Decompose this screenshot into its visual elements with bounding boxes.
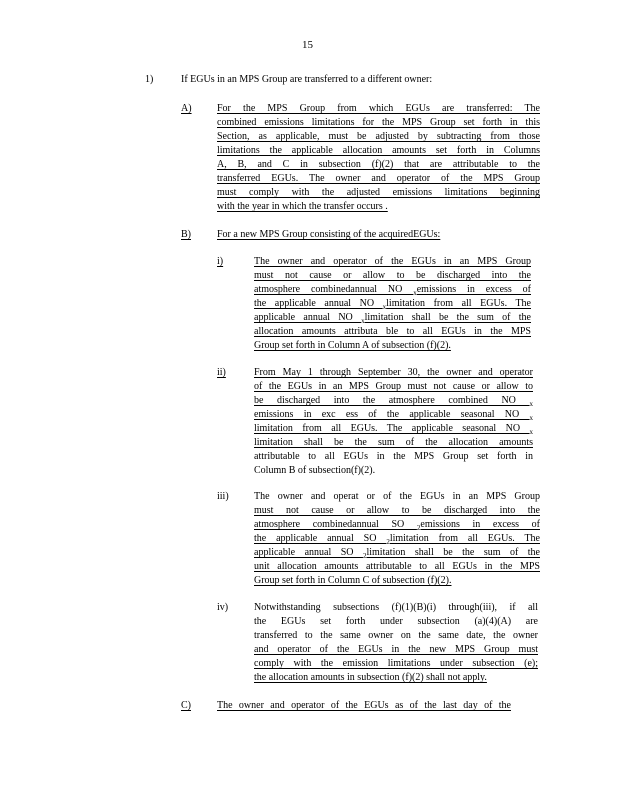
- page-number: 15: [302, 39, 313, 51]
- subsection-b-ii-line: attributable to all EGUs in the MPS Group set forth in: [254, 451, 533, 462]
- subsection-a-line: A, B, and C in subsection (f)(2) that are attributable to the: [217, 159, 540, 170]
- subsection-b-iii-line: Group set forth in Column C of subsection (f)(2).: [254, 575, 452, 586]
- subsection-b-ii-line: From May 1 through September 30, the owner and operator: [254, 367, 533, 378]
- subsection-b-iii-line: unit allocation amounts attributable to all EGUs in the MPS: [254, 561, 540, 572]
- subsection-c-text: [217, 699, 511, 713]
- subsection-b-iii-line: The owner and operat or of the EGUs in an MPS Group: [254, 491, 540, 502]
- subsection-b-i-line: allocation amounts attributa ble to all EGUs in the MPS: [254, 326, 531, 337]
- subsection-b-i-line: the applicable annual NO $_x$limitation from all EGUs. The: [254, 298, 531, 311]
- subsection-b-iii-line: the applicable annual SO $_2$limitation from all EGUs. The: [254, 533, 540, 546]
- item-1-text: [181, 73, 481, 87]
- subsection-b-i-text: [254, 255, 531, 353]
- subsection-b-iv-line: the EGUs set forth under subsection (a)(4)(A) are: [254, 616, 538, 627]
- subsection-a-line: For the MPS Group from which EGUs are transferred: The: [217, 103, 540, 114]
- subsection-b-marker: B): [181, 229, 191, 240]
- subsection-b-ii-marker: ii): [217, 367, 226, 378]
- subsection-a-line: must comply with the adjusted emissions limitations beginning: [217, 187, 540, 198]
- subsection-b-ii-line: emissions in exc ess of the applicable seasonal NO $_x$: [254, 409, 533, 422]
- subsection-b-i-line: atmosphere combinedannual NO $_x$emissions in excess of: [254, 284, 531, 297]
- subsection-b-ii-line: limitation from all EGUs. The applicable seasonal NO $_x$: [254, 423, 533, 436]
- item-1-line: If EGUs in an MPS Group are transferred to a different owner:: [181, 74, 433, 85]
- subsection-b-iii-line: must not cause or allow to be discharged into the: [254, 505, 540, 516]
- subsection-b-i-marker: i): [217, 256, 224, 267]
- subsection-b-line: For a new MPS Group consisting of the acquiredEGUs:: [217, 229, 441, 240]
- subsection-b-iii-marker: iii): [217, 491, 229, 502]
- subsection-b-text: [217, 228, 497, 242]
- subsection-a-line: Section, as applicable, must be adjusted by subtracting from those: [217, 131, 540, 142]
- subsection-a-marker: A): [181, 103, 192, 114]
- subsection-b-iii-line: applicable annual SO $_2$limitation shall be the sum of the: [254, 547, 540, 560]
- subsection-b-iii-line: atmosphere combinedannual SO $_2$emissions in excess of: [254, 519, 540, 532]
- subsection-b-ii-line: of the EGUs in an MPS Group must not cause or allow to: [254, 381, 533, 392]
- subsection-b-i-line: Group set forth in Column A of subsection (f)(2).: [254, 340, 451, 351]
- subsection-c-marker: C): [181, 700, 191, 711]
- subsection-b-i-line: applicable annual NO $_x$limitation shall be the sum of the: [254, 312, 531, 325]
- item-1-marker: 1): [145, 74, 154, 85]
- subsection-b-ii-line: limitation shall be the sum of the allocation amounts: [254, 437, 533, 448]
- subsection-b-iv-line: Notwithstanding subsections (f)(1)(B)(i) through(iii), if all: [254, 602, 538, 613]
- subsection-b-iv-line: and operator of the EGUs in the new MPS Group must: [254, 644, 538, 655]
- subsection-a-line: transferred EGUs. The owner and operator of the MPS Group: [217, 173, 540, 184]
- subsection-b-ii-text: [254, 366, 533, 478]
- subsection-b-ii-line: be discharged into the atmosphere combined NO $_x$: [254, 395, 533, 408]
- subsection-b-iii-text: [254, 490, 540, 588]
- subsection-a-line: with the year in which the transfer occurs .: [217, 201, 388, 212]
- subsection-c-line: The owner and operator of the EGUs as of the last day of the: [217, 700, 511, 711]
- subsection-a-line: combined emissions limitations for the MPS Group set forth in this: [217, 117, 540, 128]
- subsection-b-iv-line: comply with the emission limitations under subsection (e);: [254, 658, 538, 669]
- subsection-b-ii-line: Column B of subsection(f)(2).: [254, 465, 376, 476]
- subsection-b-iv-marker: iv): [217, 602, 229, 613]
- subsection-b-iv-line: transferred to the same owner on the same date, the owner: [254, 630, 538, 641]
- subsection-a-text: [217, 102, 540, 214]
- subsection-a-line: limitations the applicable allocation amounts set forth in Columns: [217, 145, 540, 156]
- subsection-b-iv-text: [254, 601, 538, 685]
- subsection-b-i-line: must not cause or allow to be discharged into the: [254, 270, 531, 281]
- subsection-b-iv-line: the allocation amounts in subsection (f)(2) shall not apply.: [254, 672, 487, 683]
- subsection-b-i-line: The owner and operator of the EGUs in an MPS Group: [254, 256, 531, 267]
